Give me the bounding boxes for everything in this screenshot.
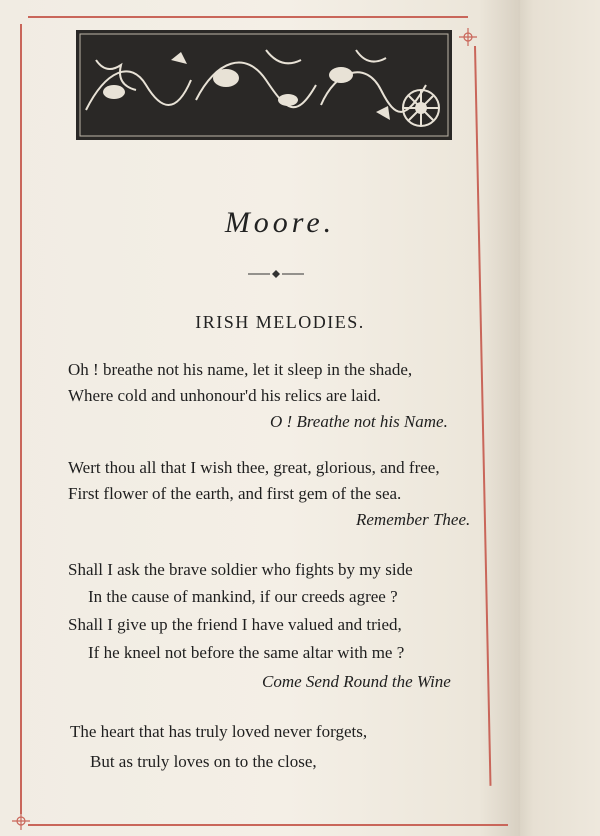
poem-line: Shall I ask the brave soldier who fights by my side: [68, 560, 413, 579]
border-rule-left: [20, 24, 22, 814]
border-corner-ornament-icon: [12, 812, 30, 830]
ornamental-divider-icon: [248, 268, 304, 280]
poem-line: If he kneel not before the same altar with me ?: [88, 643, 405, 662]
ornamental-floral-banner-icon: [76, 30, 452, 140]
page-title: Moore.: [224, 206, 336, 239]
border-rule-right: [474, 46, 491, 786]
section-heading: IRISH MELODIES.: [195, 312, 365, 332]
border-rule-bottom: [28, 824, 508, 826]
poem-line: Where cold and unhonour'd his relics are laid.: [68, 386, 381, 405]
border-rule-top: [28, 16, 468, 18]
poem-line: Shall I give up the friend I have valued and tried,: [68, 615, 402, 634]
poem-line: In the cause of mankind, if our creeds agree ?: [88, 587, 398, 606]
poem-citation: Come Send Round the Wine: [262, 672, 451, 691]
poem-citation: Remember Thee.: [356, 510, 471, 529]
poem-citation: O ! Breathe not his Name.: [270, 412, 448, 431]
poem-line: But as truly loves on to the close,: [90, 752, 317, 771]
poem-line: Oh ! breathe not his name, let it sleep in the shade,: [68, 360, 413, 379]
poem-line: First flower of the earth, and first gem of the sea.: [68, 484, 402, 503]
poem-line: Wert thou all that I wish thee, great, glorious, and free,: [68, 458, 440, 477]
poem-line: The heart that has truly loved never forgets,: [70, 722, 368, 741]
border-corner-ornament-icon: [459, 28, 477, 46]
